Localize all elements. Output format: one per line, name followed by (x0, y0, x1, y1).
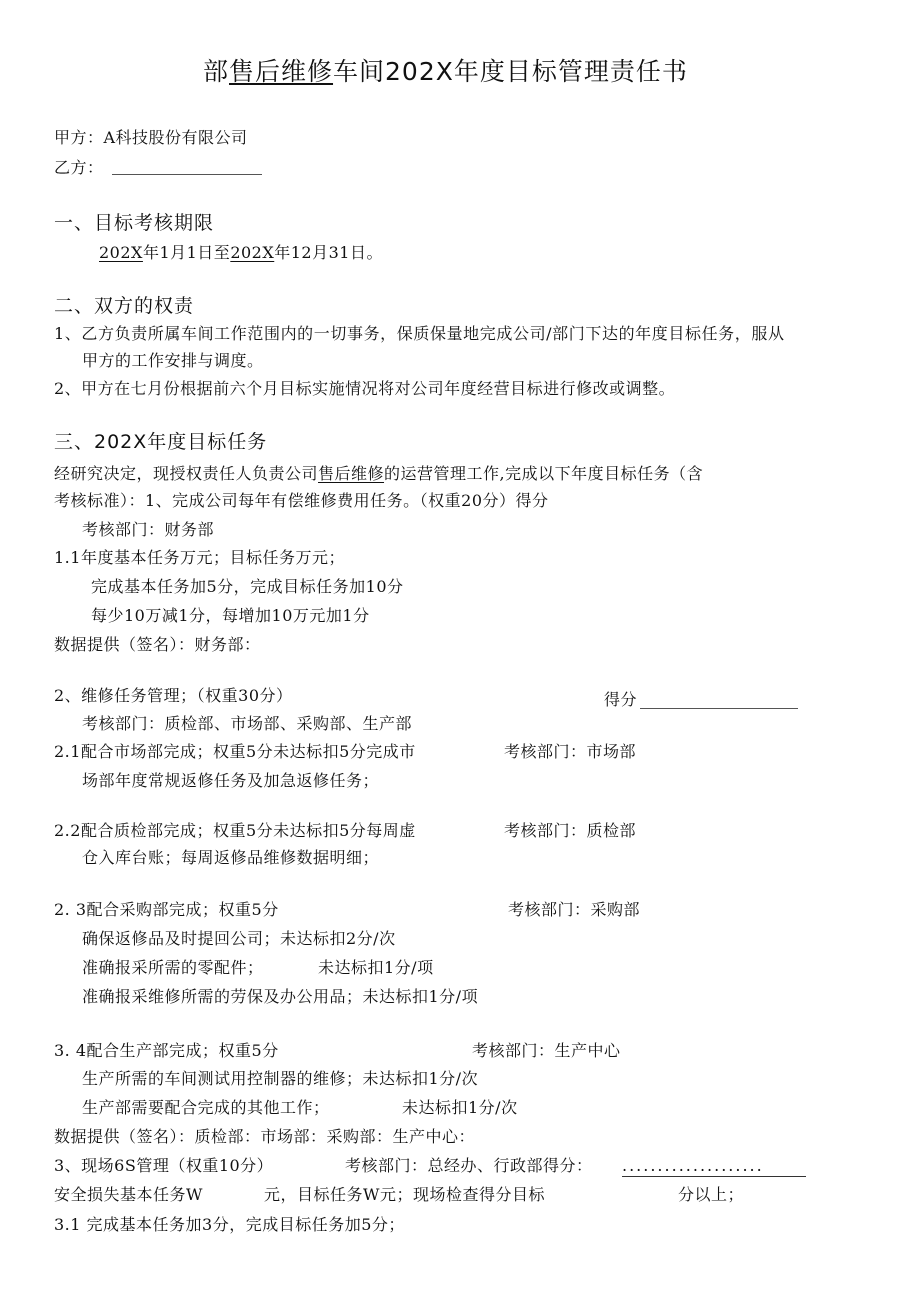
safety-c: 分以上； (678, 1185, 745, 1204)
task-2-4: 3. 4配合生产部完成；权重5分 (54, 1041, 279, 1060)
s3-intro-a: 经研究决定，现授权责任人负责公司 (54, 464, 319, 483)
section-2-heading: 二、双方的权责 (54, 295, 195, 317)
task-3-score-dots: .................... (622, 1156, 806, 1177)
task-2-3-b2: 未达标扣1分/项 (318, 958, 434, 977)
task-3-dept: 考核部门：总经办、行政部得分： (345, 1156, 593, 1175)
section-3-heading: 三、202X年度目标任务 (54, 431, 268, 453)
task-1-1-b: 每少10万减1分，每增加10万元加1分 (91, 606, 370, 625)
title-part-3: 车间202X年度目标管理责任书 (333, 57, 688, 86)
period-end: 年12月31日。 (274, 243, 383, 262)
task-2-3-c: 准确报采维修所需的劳保及办公用品；未达标扣1分/项 (82, 987, 479, 1006)
task-2-4-a: 生产所需的车间测试用控制器的维修；未达标扣1分/次 (82, 1069, 479, 1088)
task-2-4-dept: 考核部门：生产中心 (472, 1041, 621, 1060)
s2-item2: 2、甲方在七月份根据前六个月目标实施情况将对公司年度经营目标进行修改或调整。 (54, 379, 676, 398)
task-2-2-b: 仓入库台账；每周返修品维修数据明细； (82, 848, 380, 867)
task-2-2-dept: 考核部门：质检部 (504, 821, 637, 840)
s3-intro-line2: 考核标准）：1、完成公司每年有偿维修费用任务。（权重20分）得分 (54, 491, 549, 510)
dept-task-2: 考核部门：质检部、市场部、采购部、生产部 (82, 714, 413, 733)
task-2-4-b1: 生产部需要配合完成的其他工作； (82, 1098, 330, 1117)
task-2-1-b: 场部年度常规返修任务及加急返修任务； (82, 771, 380, 790)
data-provider-2: 数据提供（签名）：质检部：市场部：采购部：生产中心： (54, 1127, 476, 1146)
safety-a: 安全损失基本任务W (54, 1185, 203, 1204)
task-2-3-a: 确保返修品及时提回公司；未达标扣2分/次 (82, 929, 396, 948)
data-provider-1: 数据提供（签名）：财务部： (54, 635, 261, 654)
task-2-heading: 2、维修任务管理；（权重30分） (54, 686, 293, 705)
period-mid: 年1月1日至 (142, 243, 231, 262)
s2-item1-line1: 1、乙方负责所属车间工作范围内的一切事务，保质保量地完成公司/部门下达的年度目标任务，服从 (54, 324, 785, 343)
task-2-1: 2.1配合市场部完成；权重5分未达标扣5分完成市 (54, 742, 416, 761)
task-2-3-b1: 准确报采所需的零配件； (82, 958, 264, 977)
s3-intro-line1 (54, 464, 703, 484)
period-line (99, 243, 383, 263)
s2-item1-line2: 甲方的工作安排与调度。 (82, 351, 264, 370)
task-2-3-dept: 考核部门：采购部 (508, 900, 641, 919)
party-b-blank (112, 174, 262, 175)
party-b-label: 乙方： (54, 158, 104, 177)
task-2-score-label: 得分 (604, 690, 638, 709)
safety-b: 元，目标任务W元；现场检查得分目标 (264, 1185, 545, 1204)
task-3-1: 3.1 完成基本任务加3分，完成目标任务加5分； (54, 1215, 405, 1234)
title-part-1: 部 (203, 57, 230, 86)
task-2-2: 2.2配合质检部完成；权重5分未达标扣5分每周虚 (54, 821, 416, 840)
document-title (203, 56, 688, 88)
title-part-underlined: 售后维修 (229, 57, 334, 86)
s3-intro-b: 的运营管理工作,完成以下年度目标任务（含 (384, 464, 704, 483)
period-year-end: 202X (230, 243, 275, 262)
task-1-1-a: 完成基本任务加5分，完成目标任务加10分 (91, 577, 404, 596)
party-a: 甲方：A科技股份有限公司 (54, 128, 248, 147)
task-2-3: 2. 3配合采购部完成；权重5分 (54, 900, 279, 919)
section-1-heading: 一、目标考核期限 (54, 212, 215, 234)
s3-intro-underlined: 售后维修 (318, 464, 385, 483)
dept-finance: 考核部门：财务部 (82, 520, 215, 539)
task-1-1: 1.1年度基本任务万元；目标任务万元； (54, 548, 345, 567)
period-year-start: 202X (99, 243, 143, 262)
task-2-1-dept: 考核部门：市场部 (504, 742, 637, 761)
task-2-score-blank (640, 708, 798, 709)
task-2-4-b2: 未达标扣1分/次 (402, 1098, 518, 1117)
task-3-heading: 3、现场6S管理（权重10分） (54, 1156, 274, 1175)
